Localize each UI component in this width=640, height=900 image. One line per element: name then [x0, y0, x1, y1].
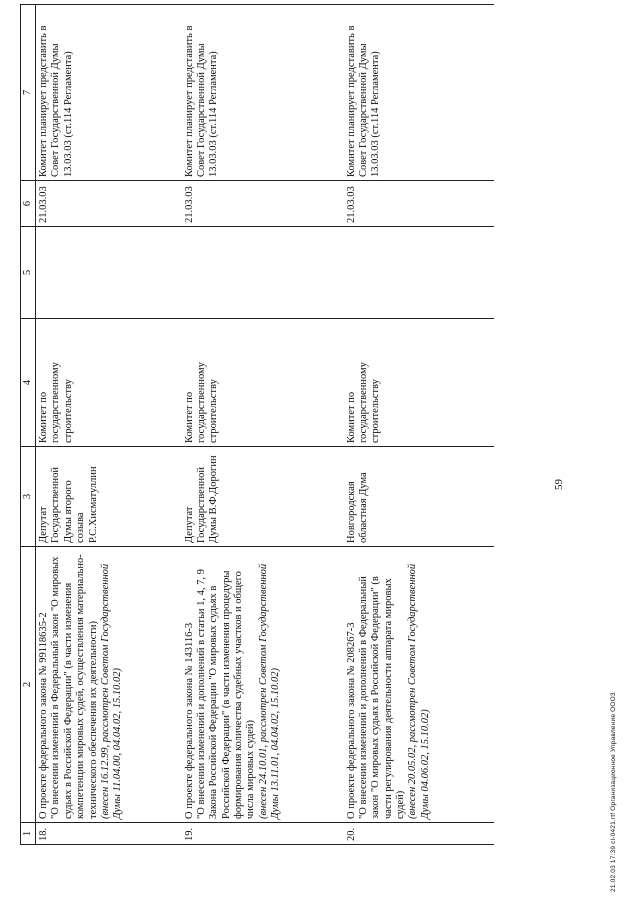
- bill-description: [344, 547, 494, 823]
- bill-subject: "О внесении изменений и дополнений в Федеральный закон "О мировых судьях в Российской Федерации" (в части регулирования деятельности аппарата мировых судей): [357, 576, 406, 819]
- deadline-date: 21.03.03: [344, 181, 494, 227]
- table-row: [36, 5, 182, 845]
- row-number: 19.: [182, 823, 344, 845]
- page-number: 59: [553, 479, 565, 490]
- column-header: 1: [21, 823, 36, 845]
- column-5-value: [344, 227, 494, 319]
- responsible-committee: Комитет по государственному строительству: [182, 319, 344, 447]
- bill-history: (внесен 16.12.99, рассмотрен Советом Государственной Думы 11.04.00, 04.04.02, 15.10.02): [99, 563, 124, 819]
- bill-history: (внесен 24.10.01, рассмотрен Советом Государственной Думы 13.11.01, 04.04.02, 15.10.02): [257, 563, 282, 819]
- bill-description: [182, 547, 344, 823]
- document-footer: 21.02.03 17:39 cl-0421.rtf Организационное Управление ООО3: [610, 692, 617, 892]
- responsible-committee: Комитет по государственному строительству: [344, 319, 494, 447]
- responsible-committee: Комитет по государственному строительству: [36, 319, 182, 447]
- deadline-date: 21.03.03: [182, 181, 344, 227]
- row-number: 18.: [36, 823, 182, 845]
- table-row: [344, 5, 494, 845]
- committee-plan: Комитет планирует представить в Совет Государственной Думы 13.03.03 (ст.114 Регламента): [182, 5, 344, 181]
- column-5-value: [36, 227, 182, 319]
- bill-title: О проекте федерального закона № 143116-3: [183, 622, 195, 819]
- bill-author: Депутат Государственной Думы второго созыва Р.С.Хисматуллин: [36, 447, 182, 547]
- bill-title: О проекте федерального закона № 99118635-2: [38, 612, 49, 819]
- row-number: 20.: [344, 823, 494, 845]
- bill-title: О проекте федерального закона № 208267-3: [345, 622, 357, 819]
- column-header: 3: [21, 447, 36, 547]
- committee-plan: Комитет планирует представить в Совет Государственной Думы 13.03.03 (ст.114 Регламента): [36, 5, 182, 181]
- bill-subject: "О внесении изменений в Федеральный закон "О мировых судьях в Российской Федерации" (в части изменения компетенции мировых судей, осуществления материально-технического обеспечения их деятельности): [50, 554, 99, 819]
- table-header-row: [21, 5, 36, 845]
- table-row: [182, 5, 344, 845]
- bill-description: [36, 547, 182, 823]
- deadline-date: 21.03.03: [36, 181, 182, 227]
- column-header: 2: [21, 547, 36, 823]
- bill-author: Новгородская областная Дума: [344, 447, 494, 547]
- column-header: 4: [21, 319, 36, 447]
- column-header: 7: [21, 5, 36, 181]
- column-5-value: [182, 227, 344, 319]
- bill-author: Депутат Государственной Думы В.Ф.Дорогин: [182, 447, 344, 547]
- column-header: 5: [21, 227, 36, 319]
- column-header: 6: [21, 181, 36, 227]
- bill-subject: "О внесении изменений и дополнений в статьи 1, 4, 7, 9 Закона Российской Федерации "О мировых судьях в Российской Федерации" (в части изменения процедуры формирования количества судебных участков и общего числа мировых судей): [195, 569, 257, 819]
- bill-history: (внесен 20.05.02, рассмотрен Советом Государственной Думы 04.06.02, 15.10.02): [407, 563, 431, 819]
- legislation-table: [20, 4, 494, 845]
- committee-plan: Комитет планирует представить в Совет Государственной Думы 13.03.03 (ст.114 Регламента): [344, 5, 494, 181]
